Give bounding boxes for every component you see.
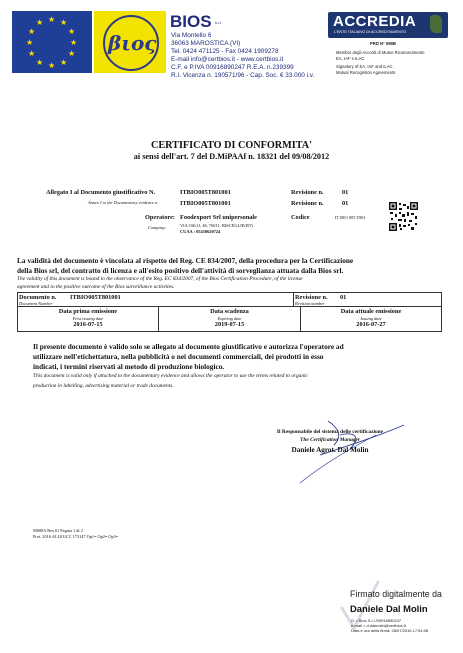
table-doc-label-en: Document Number <box>19 301 53 306</box>
eu-flag-logo: ★ ★ ★ ★ ★ ★ ★ ★ ★ ★ ★ ★ <box>12 11 92 73</box>
table-header-expiring: Data scadenza <box>210 308 249 315</box>
cuaa-code: CUAA : 05450620724 <box>180 229 221 234</box>
seal-word: βιος <box>108 31 157 55</box>
codice-value: IT BIO 005 T801 <box>335 215 366 220</box>
operator-label: Operatore: <box>145 214 175 221</box>
signature-title-en: The Certification Manager <box>300 437 360 443</box>
validity-line-en: agreement and to the positive outcome of the Bios surveillance activities. <box>17 284 175 290</box>
revision-label: Revisione n. <box>291 189 324 196</box>
page-title: CERTIFICATO DI CONFORMITA' <box>151 140 312 151</box>
digital-signature-meta: O = Bios S.r.l./00916890247 <box>351 618 402 623</box>
operator-address: VIA OSLO, 46, 76011, BISCEGLIE(BT) <box>180 223 253 228</box>
revision-value: 01 <box>342 200 349 207</box>
table-rev-label-en: Revision number <box>295 301 325 306</box>
accredia-line: PRD N° 099B <box>370 41 396 46</box>
table-rev-value: 01 <box>340 294 347 301</box>
page-subtitle: ai sensi dell'art. 7 del D.MiPAAf n. 18321 del 09/08/2012 <box>133 152 330 161</box>
validity-line: della Bios srl, del contratto di licenza e all'esito positivo dell'attività di sorveglianza attuata dalla Bios srl. <box>17 266 344 275</box>
digital-signature-name: Daniele Dal Molin <box>350 603 428 614</box>
validity-line-en: The validity of this document is bound to the observance of the Reg. EC 834/2007, of the Bios Certification Procedure, of the license <box>17 276 303 282</box>
address-line: E-mail info@certbios.it - www.certbios.it <box>171 56 284 63</box>
accredia-tagline: L'ENTE ITALIANO DI ACCREDITAMENTO <box>334 30 407 34</box>
digital-signature-title: Firmato digitalmente da <box>350 589 442 599</box>
accredia-line: Signatory of EA, IAF and ILAC <box>336 64 393 69</box>
bios-organic-seal-logo <box>94 11 166 73</box>
table-doc-label: Documento n. <box>19 294 57 301</box>
dates-table <box>17 292 442 332</box>
table-header-issuing-en: Issuing date <box>360 316 382 321</box>
address-line: Via Montello 6 <box>171 32 212 39</box>
signature-title: Il Responsabile del sistema delle certificazione <box>276 429 384 435</box>
footer-line: Prot. 2016 ALLEGCC 173147 Op1= Op2= Op3= <box>33 534 119 539</box>
revision-label: Revisione n. <box>291 200 324 207</box>
table-cell-issuing: 2016-07-27 <box>356 321 386 328</box>
accredia-line: EA, IAF e ILAC <box>336 56 365 61</box>
accredia-name: ACCREDIA <box>333 13 417 30</box>
address-line: C.F. e P.IVA 00916890247 R.E.A. n.239399 <box>171 64 294 71</box>
accredia-line: Mutual Recognition Agreements <box>336 70 396 75</box>
notice-line-en: production in labelling, advertising material or trade documents. <box>33 383 174 389</box>
signature-name: Daniele Agrot. Dal Molin <box>291 446 369 454</box>
company-label: Company: <box>148 225 167 230</box>
brand-suffix: s.r.l. <box>215 20 223 25</box>
document-number: ITBIO005T801001 <box>180 200 231 207</box>
allegato-label-en: Annex I to the Documentary evidence n. <box>88 200 159 205</box>
digital-signature-meta: e-mail = d.dalmolin@certbios.it <box>351 623 406 628</box>
brand-name: BIOS <box>170 12 212 31</box>
table-rev-label: Revisione n. <box>295 294 328 301</box>
notice-line: Il presente documento è valido solo se allegato al documento giustificativo e autorizza l'operatore ad <box>33 342 344 351</box>
accredia-line: Membro degli Accordi di Mutuo Riconoscimento <box>336 50 425 55</box>
allegato-label: Allegato I al Documento giustificativo N. <box>46 189 156 196</box>
table-header-expiring-en: Expiring date <box>217 316 242 321</box>
table-header-issuing: Data attuale emissione <box>340 308 402 315</box>
validity-line: La validità del documento è vincolata al rispetto del Reg. CE 834/2007, della procedura per la Certificazione <box>17 256 354 265</box>
footer-line: M080A Rev.01 Pagina 1 di 2 <box>33 528 83 533</box>
address-line: Tel. 0424 471125 - Fax 0424 1909278 <box>171 48 279 55</box>
table-header-first-issuing-en: First issuing date <box>72 316 104 321</box>
table-cell-first-issuing: 2016-07-15 <box>73 321 103 328</box>
document-number: ITBIO005T801001 <box>180 189 231 196</box>
notice-line: indicati, i termini riservati al metodo di produzione biologico. <box>33 362 225 371</box>
italy-map-icon <box>430 15 442 33</box>
operator-name: Foodexport Srl unipersonale <box>180 214 257 221</box>
digital-signature-meta: Data e ora della firma: 28/07/2016 17:54:08 <box>351 628 429 633</box>
table-doc-value: ITBIO005T801001 <box>70 294 121 301</box>
table-cell-expiring: 2019-07-15 <box>214 321 245 328</box>
notice-line: utilizzare nell'etichettatura, nella pubblicità o nei documenti commerciali, dei prodotti in esso <box>33 352 324 361</box>
codice-label: Codice <box>291 214 310 221</box>
address-line: 36063 MAROSTICA (VI) <box>171 40 241 47</box>
table-header-first-issuing: Data prima emissione <box>58 308 118 315</box>
address-line: R.I. Vicenza n. 190571/96 - Cap. Soc. € 33.000 i.v. <box>171 72 315 79</box>
revision-value: 01 <box>342 189 349 196</box>
notice-line-en: This document is valid only if attached to the documentary evidence and allows the operator to use the terms related to organic <box>33 373 308 379</box>
qr-code-icon <box>389 202 418 231</box>
